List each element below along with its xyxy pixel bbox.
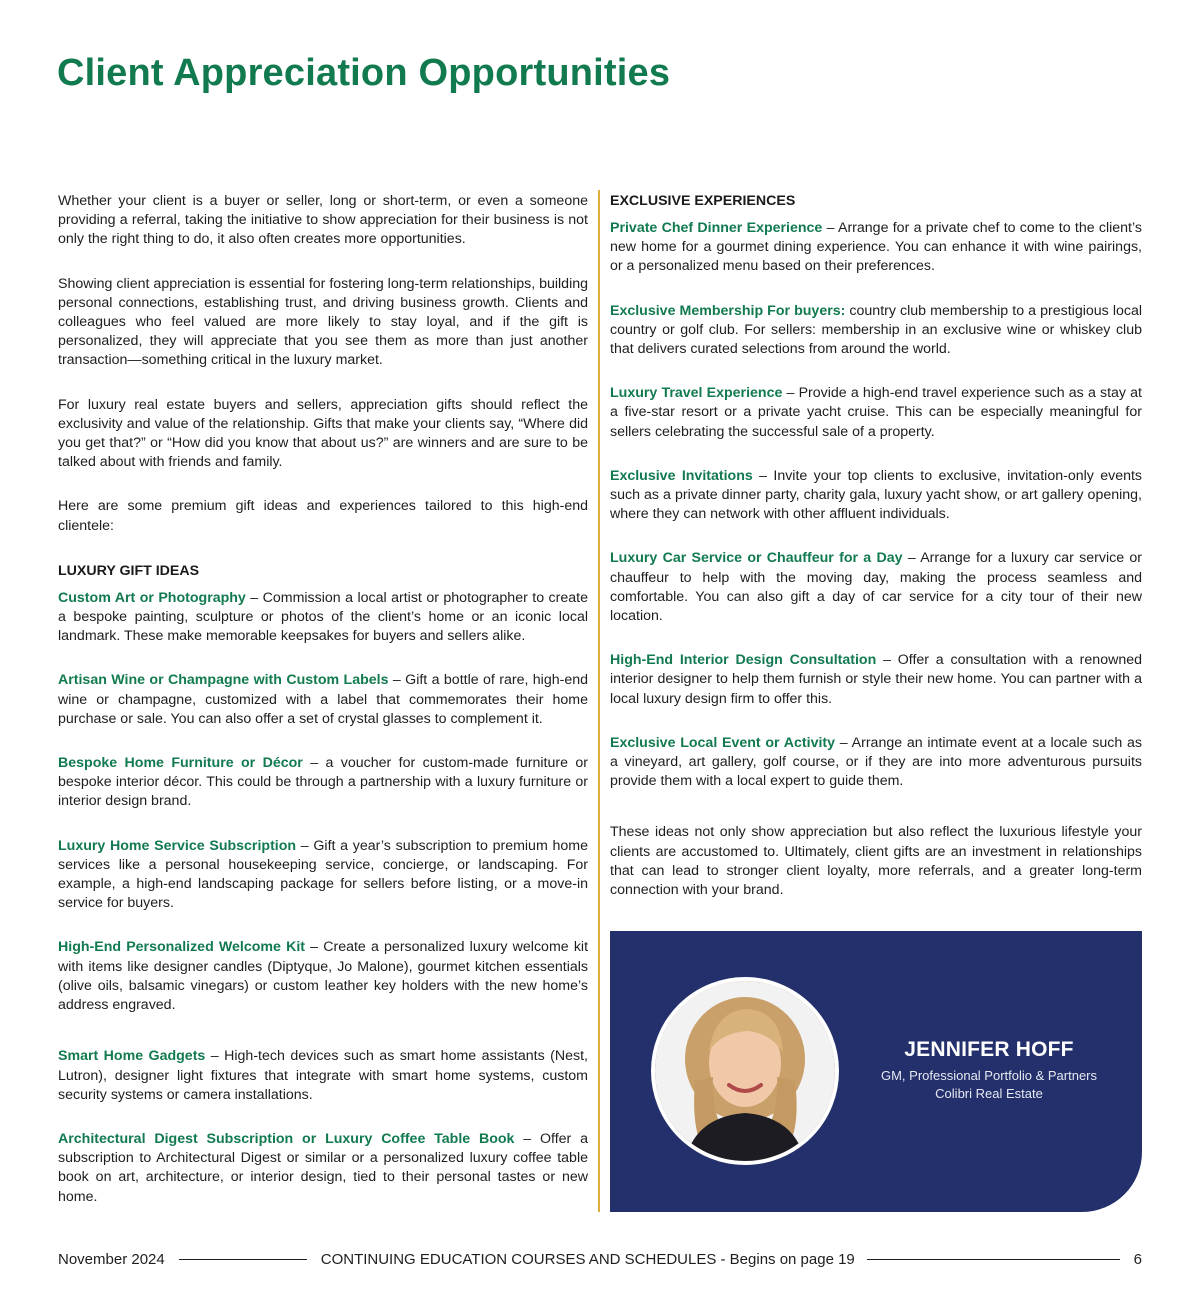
gift-item bbox=[58, 754, 588, 812]
portrait-icon bbox=[655, 981, 835, 1161]
gift-item-title: Smart Home Gadgets bbox=[58, 1048, 206, 1065]
author-card bbox=[610, 931, 1142, 1212]
experience-item bbox=[610, 549, 1142, 626]
experience-item bbox=[610, 467, 1142, 525]
experience-item-text: – Arrange an intimate event at a locale such as a vineyard, art gallery, golf course, or if they are into more adventurous pursuits provide them with a local expert to guide them. bbox=[610, 734, 1142, 790]
author-company: Colibri Real Estate bbox=[935, 1086, 1043, 1101]
right-column bbox=[610, 192, 1142, 925]
experience-item-title: High-End Interior Design Consultation bbox=[610, 652, 877, 669]
experience-item-title: Exclusive Local Event or Activity bbox=[610, 734, 836, 751]
author-info bbox=[860, 1038, 1118, 1103]
gift-item-text: – Create a personalized luxury welcome kit with items like designer candles (Diptyque, Jo Malone), gourmet kitchen essentials (olive oils, balsamic vinegars) or custom leather key holders with the new home’s address engraved. bbox=[58, 939, 589, 1014]
gift-item-title: High-End Personalized Welcome Kit bbox=[58, 939, 306, 956]
avatar bbox=[651, 977, 839, 1165]
experience-item-text: country club membership to a prestigious local country or golf club. For sellers: membership in an exclusive wine or whiskey club that delivers curated selections from around the world. bbox=[610, 302, 1142, 358]
experience-item-text: – Arrange for a luxury car service or chauffeur to help with the moving day, making the process seamless and comfortable. You can also gift a day of car service for a city tour of their new location. bbox=[610, 550, 1142, 625]
intro-paragraph-1: Whether your client is a buyer or seller, long or short-term, or even a someone providing a referral, taking the initiative to show appreciation for their business is not only the right thing to do, it also often creates more opportunities. bbox=[58, 193, 588, 248]
gift-item-text: – Gift a bottle of rare, high-end wine or champagne, customized with a label that commemorates their home purchase or sale. You can also offer a set of crystal glasses to complement it. bbox=[58, 672, 589, 727]
column-divider bbox=[598, 190, 600, 1212]
gift-ideas-heading: LUXURY GIFT IDEAS bbox=[58, 562, 200, 579]
page-footer bbox=[58, 1249, 1142, 1269]
intro-paragraph-2: Showing client appreciation is essential for fostering long-term relationships, building personal connections, establishing trust, and driving business growth. Clients and colleagues who feel valued are more likely to stay loyal, and if the gift is personalized, they will appreciate that you see them as more than just another transaction—something critical in the luxury market. bbox=[58, 275, 588, 369]
author-title: GM, Professional Portfolio & Partners bbox=[880, 1068, 1098, 1083]
experience-item-title: Luxury Car Service or Chauffeur for a Day bbox=[610, 550, 903, 567]
gift-item-title: Custom Art or Photography bbox=[58, 589, 246, 606]
gift-item-title: Luxury Home Service Subscription bbox=[58, 837, 297, 854]
experience-item-title: Luxury Travel Experience bbox=[610, 385, 783, 402]
gift-item bbox=[58, 589, 588, 647]
gift-item-text: – Gift a year’s subscription to premium home services like a personal housekeeping service, concierge, or landscaping. For example, a high-end landscaping package for sellers before listing, or a move-in service for buyers. bbox=[58, 837, 588, 912]
left-column bbox=[58, 192, 588, 1232]
intro-paragraph-3: For luxury real estate buyers and sellers, appreciation gifts should reflect the exclusivity and value of the relationship. Gifts that make your clients say, “Where did you get that?” or “How did you know that about us?” are winners and are sure to be talked about with friends and family. bbox=[58, 396, 588, 471]
gift-item bbox=[58, 837, 588, 914]
experience-item-text: – Invite your top clients to exclusive, invitation-only events such as a private dinner party, charity gala, luxury yacht show, or art gallery opening, where they can network with other affluent individuals. bbox=[610, 467, 1143, 523]
page-title: Client Appreciation Opportunities bbox=[57, 52, 671, 94]
experience-item-text: – Provide a high-end travel experience such as a stay at a five-star resort or a private yacht cruise. This can be especially meaningful for sellers celebrating the successful sale of a property. bbox=[610, 385, 1142, 440]
experience-item bbox=[610, 302, 1142, 360]
author-name: JENNIFER HOFF bbox=[904, 1038, 1074, 1061]
experience-item bbox=[610, 734, 1142, 792]
gift-item bbox=[58, 938, 588, 1015]
experience-item bbox=[610, 219, 1142, 277]
experience-item bbox=[610, 651, 1142, 709]
footer-course-link: CONTINUING EDUCATION COURSES AND SCHEDULES - Begins on page 19 bbox=[320, 1250, 855, 1268]
page-number: 6 bbox=[1133, 1250, 1142, 1268]
gift-item-text: – Offer a subscription to Architectural Digest or similar or a personalized luxury coffee table book on art, architecture, or interior design, tied to their personal tastes or new home. bbox=[58, 1130, 588, 1205]
gift-item-text: – Commission a local artist or photographer to create a bespoke painting, sculpture or photos of the client’s home or an iconic local landmark. These make memorable keepsakes for buyers and sellers alike. bbox=[58, 589, 588, 645]
experience-item-text: – Arrange for a private chef to come to the client’s new home for a gourmet dining experience. You can enhance it with wine pairings, or a personalized menu based on their preferences. bbox=[610, 220, 1142, 275]
gift-item bbox=[58, 671, 588, 729]
experience-item-text: – Offer a consultation with a renowned interior designer to help them furnish or style their new home. You can partner with a local luxury design firm to offer this. bbox=[610, 652, 1142, 707]
gift-item-title: Bespoke Home Furniture or Décor bbox=[58, 755, 303, 772]
experience-item bbox=[610, 384, 1142, 442]
gift-item-text: – High-tech devices such as smart home assistants (Nest, Lutron), designer light fixtures that integrate with smart home systems, custom security systems or camera installations. bbox=[58, 1048, 589, 1103]
intro-paragraph-4: Here are some premium gift ideas and experiences tailored to this high-end clientele: bbox=[58, 498, 588, 534]
footer-rule-left bbox=[179, 1259, 307, 1260]
closing-paragraph: These ideas not only show appreciation but also reflect the luxurious lifestyle your clients are accustomed to. Ultimately, client gifts are an investment in relationships that can lead to stronger client loyalty, more referrals, and a greater long-term connection with your brand. bbox=[610, 824, 1142, 899]
footer-date: November 2024 bbox=[58, 1250, 165, 1268]
gift-item bbox=[58, 1047, 588, 1105]
gift-item-text: – a voucher for custom-made furniture or bespoke interior décor. This could be through a partnership with a luxury furniture or interior design brand. bbox=[58, 755, 588, 810]
gift-item bbox=[58, 1130, 588, 1207]
experiences-heading: EXCLUSIVE EXPERIENCES bbox=[610, 193, 796, 209]
gift-item-title: Architectural Digest Subscription or Luxury Coffee Table Book bbox=[58, 1130, 515, 1147]
experience-item-title: Exclusive Membership For buyers: bbox=[610, 302, 846, 319]
footer-rule-right bbox=[867, 1259, 1120, 1260]
gift-item-title: Artisan Wine or Champagne with Custom Labels bbox=[58, 672, 389, 689]
experience-item-title: Exclusive Invitations bbox=[610, 467, 753, 484]
experience-item-title: Private Chef Dinner Experience bbox=[610, 220, 823, 236]
